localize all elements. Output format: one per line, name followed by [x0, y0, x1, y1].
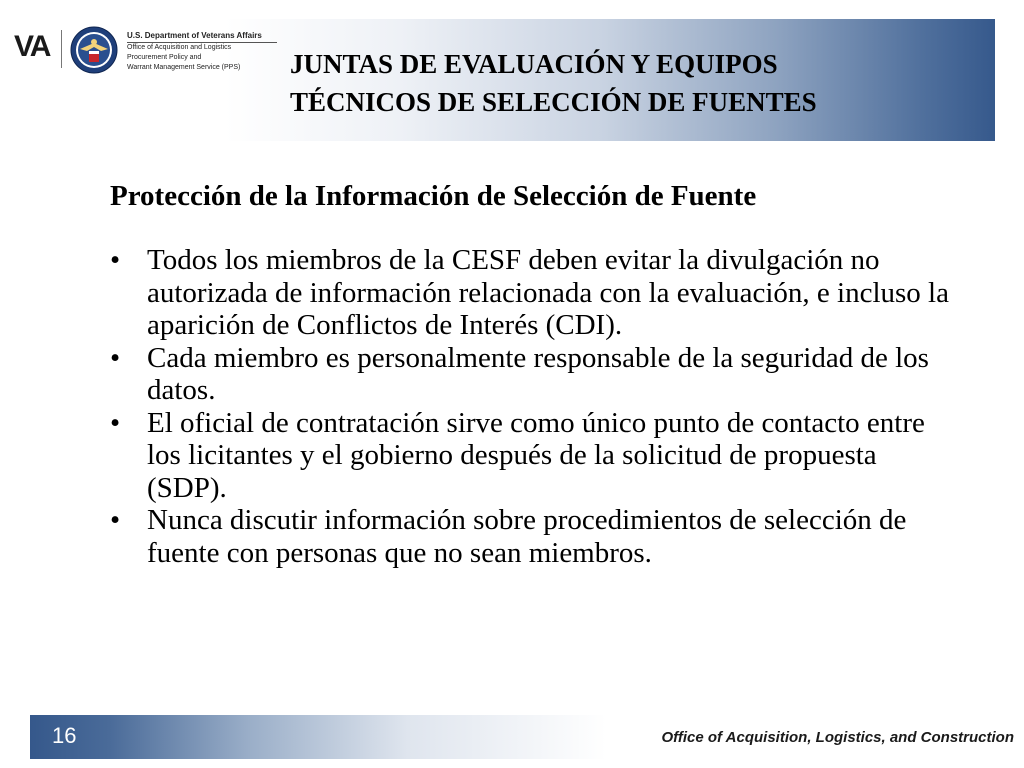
bullet-item	[110, 407, 960, 505]
bullet-glyph: •	[110, 244, 121, 276]
agency-text	[127, 30, 277, 73]
bullet-text: El oficial de contratación sirve como único punto de contacto entre los licitantes y el gobierno después de la solicitud de propuesta (SDP).	[147, 406, 925, 504]
page-number: 16	[52, 723, 77, 748]
bullet-text: Nunca discutir información sobre procedimientos de selección de fuente con personas que no sean miembros.	[147, 504, 907, 569]
va-logo-block	[14, 26, 274, 86]
bullet-list	[110, 244, 960, 569]
va-logo-text: VA	[14, 30, 50, 63]
bullet-item	[110, 244, 960, 342]
agency-line: Warrant Management Service (PPS)	[127, 64, 241, 71]
bullet-glyph: •	[110, 341, 121, 374]
bullet-item	[110, 504, 960, 569]
bullet-text: Todos los miembros de la CESF deben evitar la divulgación no autorizada de información relacionada con la evaluación, e incluso la aparición de Conflictos de Interés (CDI).	[147, 244, 949, 341]
agency-name: U.S. Department of Veterans Affairs	[127, 30, 277, 43]
va-seal-icon	[70, 26, 118, 74]
slide-subtitle: Protección de la Información de Selección de Fuente	[110, 180, 757, 212]
bullet-glyph: •	[110, 504, 121, 536]
agency-line: Procurement Policy and	[127, 54, 202, 61]
logo-divider	[61, 30, 62, 68]
slide-title: JUNTAS DE EVALUACIÓN Y EQUIPOS TÉCNICOS DE SELECCIÓN DE FUENTES	[290, 49, 817, 117]
agency-line: Office of Acquisition and Logistics	[127, 44, 232, 51]
bullet-text: Cada miembro es personalmente responsable de la seguridad de los datos.	[147, 341, 929, 406]
footer-organization: Office of Acquisition, Logistics, and Construction	[661, 729, 1014, 746]
bullet-glyph: •	[110, 406, 121, 439]
bullet-item	[110, 342, 960, 407]
